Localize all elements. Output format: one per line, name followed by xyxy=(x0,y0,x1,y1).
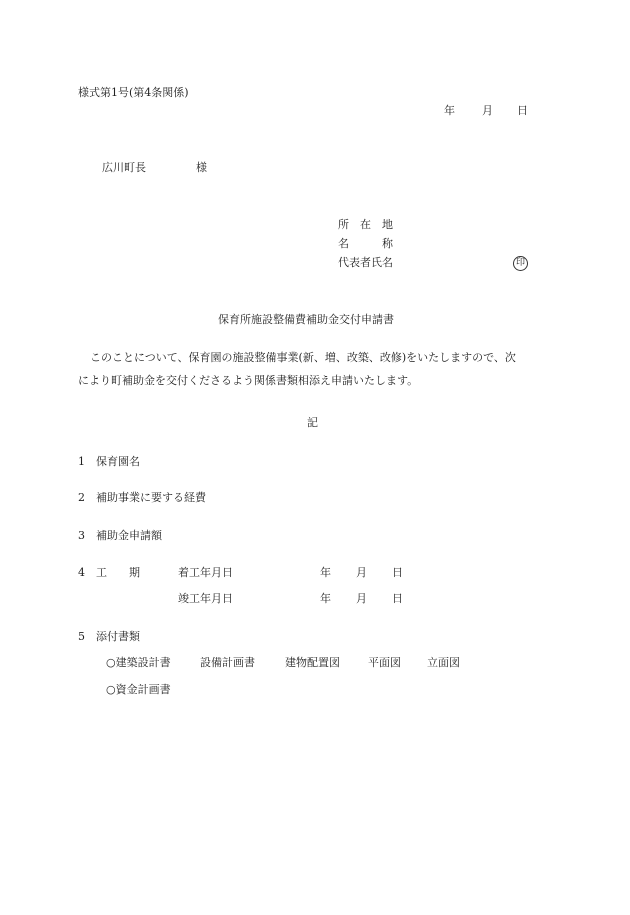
item-2-number: 2 xyxy=(78,491,85,504)
item-1-label: 保育園名 xyxy=(96,455,140,468)
body-line-1: このことについて、保育園の施設整備事業(新、増、改築、改修)をいたしますので、次 xyxy=(90,351,516,364)
applicant-address-label: 所 在 地 xyxy=(338,218,393,231)
date-day-label: 日 xyxy=(517,104,528,117)
addressee-honorific: 様 xyxy=(196,161,207,174)
item-3-number: 3 xyxy=(78,529,85,542)
end-day-label: 日 xyxy=(392,592,403,605)
item-5-label: 添付書類 xyxy=(96,630,140,643)
attachment-architectural-design: ○建築設計書 xyxy=(106,656,171,669)
attachment-elevation: 立面図 xyxy=(427,656,460,669)
date-month-label: 月 xyxy=(482,104,493,117)
seal-mark-text: 印 xyxy=(513,256,528,271)
item-4-number: 4 xyxy=(78,566,85,579)
item-2-label: 補助事業に要する経費 xyxy=(96,491,206,504)
end-year-label: 年 xyxy=(320,592,331,605)
start-day-label: 日 xyxy=(392,566,403,579)
end-month-label: 月 xyxy=(356,592,367,605)
item-3-label: 補助金申請額 xyxy=(96,529,162,542)
seal-mark xyxy=(513,255,528,271)
item-4-label: 工 期 xyxy=(96,566,140,579)
attachment-floor-plan: 平面図 xyxy=(368,656,401,669)
attachment-equipment-plan: 設備計画書 xyxy=(200,656,255,669)
addressee-name: 広川町長 xyxy=(102,161,146,174)
attachment-funding-plan: ○資金計画書 xyxy=(106,683,171,696)
start-year-label: 年 xyxy=(320,566,331,579)
applicant-representative-label: 代表者氏名 xyxy=(338,256,393,269)
applicant-name-label: 名 称 xyxy=(338,237,393,250)
item-1-number: 1 xyxy=(78,455,85,468)
ki-heading: 記 xyxy=(307,416,318,429)
document-title: 保育所施設整備費補助金交付申請書 xyxy=(218,313,394,326)
start-month-label: 月 xyxy=(356,566,367,579)
date-year-label: 年 xyxy=(444,104,455,117)
construction-start-label: 着工年月日 xyxy=(178,566,233,579)
body-line-2: により町補助金を交付くださるよう関係書類相添え申請いたします。 xyxy=(78,374,419,387)
construction-end-label: 竣工年月日 xyxy=(178,592,233,605)
attachment-site-layout: 建物配置図 xyxy=(285,656,340,669)
form-number: 様式第1号(第4条関係) xyxy=(78,86,189,99)
item-5-number: 5 xyxy=(78,630,85,643)
